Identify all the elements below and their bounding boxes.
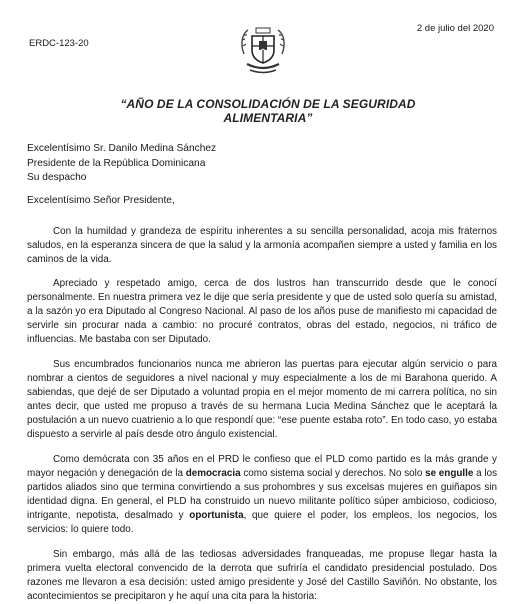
paragraph-officials: Sus encumbrados funcionarios nunca me abrieron las puertas para ejecutar algún servicio o para nombrar a cientos de seguidores a nivel nacional y muy especialmente a los de mi Barahona querido. A sabiendas, que dejé de ser Diputado a voluntad propia en el mejor momento de mi carrera política, no sin antes decir, que usted me propuso a través de su hermana Lucia Medina Sánchez que le aceptará la postulación a un nuevo cuatrienio a lo que respondí que: “ese puente estaba roto”. En todo caso, yo estaba dispuesto a servirle al país desde otro ángulo existencial. (27, 358, 497, 441)
p4-text-e: , que quiere el poder, los empleos, los negocios, los servicios: lo quiere todo. (27, 510, 497, 536)
paragraph-friendship: Apreciado y respetado amigo, cerca de dos lustros han transcurrido desde que le conocí personalmente. En nuestra primera vez le dije que sería presidente y que de usted solo quería su amistad, a la sazón yo era Diputado al Congreso Nacional. Al paso de los años puse de manifiesto mi capacidad de servirle sin procurar nada a cambio: no procuré contratos, obras del estado, negocios, ni tráfico de influencias. Me bastaba con ser Diputado. (27, 277, 497, 346)
reference-number: ERDC-123-20 (29, 38, 89, 49)
p4-bold-oportunista: oportunista (189, 510, 244, 522)
recipient-title: Presidente de la República Dominicana (27, 157, 206, 169)
coat-of-arms-icon (238, 24, 288, 78)
salutation: Excelentísimo Señor Presidente, (27, 195, 175, 206)
paragraph-election: Sin embargo, más allá de las tediosas adversidades franqueadas, me propuse llegar hasta la primera vuelta electoral convencido de la derrota que sufriría el candidato presidencial postulado. Dos razones me llevaron a esa decisión: usted amigo presidente y José del Castillo Saviñón. No obstante, los acontecimientos se precipitaron y he aquí una cita para la historia: (27, 548, 497, 603)
p4-text-d: a los partidos aliados sino que termina convirtiendo a sus prohombres y sus excelsas mujeres en guiñapos sin identidad digna. En general, el PLD ha construido un nuevo militante político súper ambicioso, codicioso, intrigante, nepotista, desalmado y (27, 467, 498, 522)
letter-date: 2 de julio del 2020 (416, 23, 494, 34)
p4-text-c: como sistema social y derechos. No solo (240, 467, 426, 479)
paragraph-democracy (27, 453, 497, 538)
p4-bold-democracia: democracia (185, 467, 241, 479)
recipient-office: Su despacho (27, 172, 87, 183)
recipient-address (27, 142, 216, 186)
paragraph-greeting: Con la humildad y grandeza de espíritu inherentes a su sencilla personalidad, acoja mis fraternos saludos, en la esperanza sincera de que la salud y la armonía acompañen siempre a usted y familia en los caminos de la vida. (27, 225, 497, 266)
recipient-name: Excelentísimo Sr. Danilo Medina Sánchez (27, 143, 217, 154)
p4-bold-engulle: se engulle (425, 467, 474, 479)
p4-text-a: Como demócrata con 35 años en el PRD le confieso que el PLD como partido es la más grande y mayor negación y denegación de la (27, 453, 497, 479)
year-motto: “AÑO DE LA CONSOLIDACIÓN DE LA SEGURIDAD ALIMENTARIA” (120, 97, 416, 125)
